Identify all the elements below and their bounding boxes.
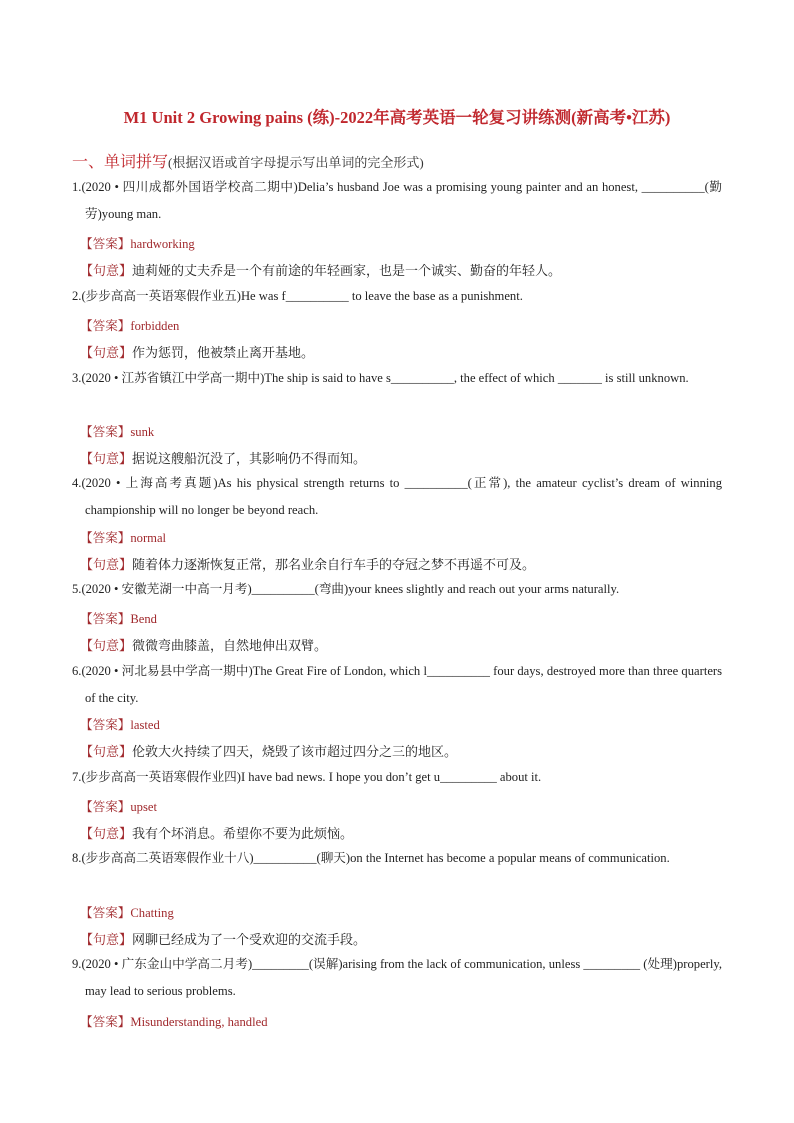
answer-label: 【答案】	[80, 1015, 131, 1029]
answer-text: sunk	[130, 425, 155, 439]
section-instruction: (根据汉语或首字母提示写出单词的完全形式)	[168, 155, 424, 170]
meaning-text: 我有个坏消息。希望你不要为此烦恼。	[132, 826, 354, 841]
meaning-line	[80, 260, 561, 279]
question-item	[72, 365, 722, 392]
answer-label: 【答案】	[80, 718, 131, 732]
meaning-label: 【句意】	[80, 263, 133, 278]
document-title: M1 Unit 2 Growing pains (练)-2022年高考英语一轮复习讲练测(新高考•江苏)	[123, 108, 671, 127]
meaning-line	[80, 823, 353, 842]
question-text: 3.(2020 • 江苏省镇江中学高一期中)The ship is said to have s__________, the effect of which _______ is still unknown.	[72, 371, 689, 385]
meaning-text: 迪莉娅的丈夫乔是一个有前途的年轻画家，也是一个诚实、勤奋的年轻人。	[132, 263, 562, 278]
meaning-line	[80, 448, 366, 467]
meaning-label: 【句意】	[80, 932, 133, 947]
question-item	[72, 283, 722, 310]
meaning-text: 微微弯曲膝盖，自然地伸出双臂。	[132, 638, 328, 653]
question-text: 4.(2020 • 上海高考真题)As his physical strength returns to __________(正常), the amateur cyclist’s dream of winning championship will no longer be beyond reach.	[72, 476, 722, 517]
meaning-label: 【句意】	[80, 826, 133, 841]
question-item	[72, 764, 722, 791]
answer-line	[80, 714, 160, 733]
answer-line	[80, 1011, 268, 1030]
answer-line	[80, 527, 166, 546]
meaning-label: 【句意】	[80, 451, 133, 466]
meaning-text: 随着体力逐渐恢复正常，那名业余自行车手的夺冠之梦不再遥不可及。	[132, 557, 536, 572]
question-text: 7.(步步高高一英语寒假作业四)I have bad news. I hope you don’t get u_________ about it.	[72, 770, 542, 784]
meaning-text: 网聊已经成为了一个受欢迎的交流手段。	[132, 932, 367, 947]
question-text: 1.(2020 • 四川成都外国语学校高二期中)Delia’s husband Joe was a promising young painter and an honest, __________(勤劳)young man.	[72, 180, 722, 221]
meaning-line	[80, 741, 457, 760]
question-item	[72, 470, 722, 523]
question-item	[72, 658, 722, 711]
question-text: 8.(步步高高二英语寒假作业十八)__________(聊天)on the Internet has become a popular means of communication.	[72, 851, 670, 865]
section-heading	[72, 149, 424, 172]
answer-text: upset	[130, 800, 157, 814]
answer-label: 【答案】	[80, 425, 131, 439]
answer-label: 【答案】	[80, 612, 131, 626]
answer-text: hardworking	[130, 237, 195, 251]
answer-text: Chatting	[130, 906, 174, 920]
meaning-line	[80, 342, 314, 361]
answer-line	[80, 608, 157, 627]
meaning-label: 【句意】	[80, 557, 133, 572]
question-item	[72, 576, 722, 603]
meaning-text: 作为惩罚，他被禁止离开基地。	[132, 345, 315, 360]
meaning-label: 【句意】	[80, 345, 133, 360]
answer-label: 【答案】	[80, 906, 131, 920]
answer-text: normal	[130, 531, 167, 545]
question-item	[72, 174, 722, 227]
answer-label: 【答案】	[80, 319, 131, 333]
answer-line	[80, 315, 179, 334]
question-text: 5.(2020 • 安徽芜湖一中高一月考)__________(弯曲)your knees slightly and reach out your arms naturally.	[72, 582, 620, 596]
meaning-label: 【句意】	[80, 638, 133, 653]
answer-label: 【答案】	[80, 237, 131, 251]
answer-line	[80, 421, 154, 440]
answer-text: Misunderstanding, handled	[130, 1015, 268, 1029]
meaning-label: 【句意】	[80, 744, 133, 759]
question-item	[72, 845, 722, 872]
question-item	[72, 951, 722, 1004]
answer-line	[80, 902, 174, 921]
meaning-line	[80, 929, 366, 948]
section-heading-text: 一、单词拼写	[72, 154, 169, 171]
meaning-line	[80, 635, 327, 654]
meaning-line	[80, 554, 535, 573]
meaning-text: 伦敦大火持续了四天，烧毁了该市超过四分之三的地区。	[132, 744, 458, 759]
question-text: 2.(步步高高一英语寒假作业五)He was f__________ to leave the base as a punishment.	[72, 289, 523, 303]
question-text: 9.(2020 • 广东金山中学高二月考)_________(误解)arising from the lack of communication, unless _________ (处理)properly, may lead to serious problems.	[72, 957, 722, 998]
answer-text: lasted	[130, 718, 160, 732]
answer-text: forbidden	[130, 319, 180, 333]
answer-label: 【答案】	[80, 531, 131, 545]
answer-label: 【答案】	[80, 800, 131, 814]
question-text: 6.(2020 • 河北易县中学高一期中)The Great Fire of London, which l__________ four days, destroyed more than three quarters of the city.	[72, 664, 722, 705]
answer-line	[80, 233, 195, 252]
answer-line	[80, 796, 157, 815]
answer-text: Bend	[130, 612, 157, 626]
meaning-text: 据说这艘船沉没了，其影响仍不得而知。	[132, 451, 367, 466]
